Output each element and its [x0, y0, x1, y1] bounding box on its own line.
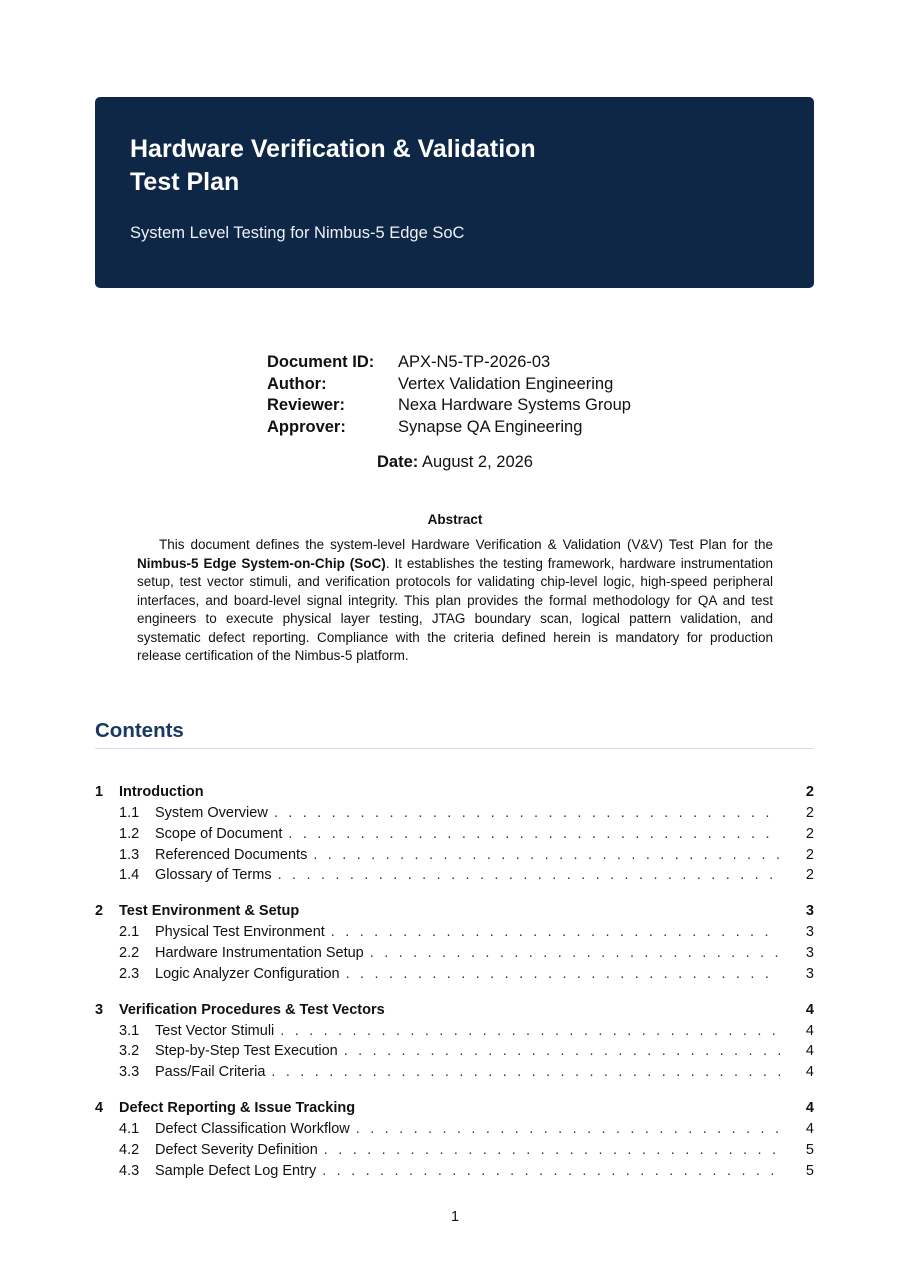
toc-entry-page: 2 [805, 825, 814, 842]
toc-entry-label: Logic Analyzer Configuration [155, 965, 340, 982]
meta-row-document-id [267, 352, 631, 374]
toc-dot-leader [346, 966, 780, 982]
toc-entry[interactable] [95, 826, 814, 847]
toc-dot-leader [322, 1163, 780, 1179]
toc-section-label: Verification Procedures & Test Vectors [119, 1001, 385, 1018]
toc-dot-leader [288, 826, 780, 842]
toc-entry[interactable] [95, 1121, 814, 1142]
toc-entry-page: 2 [805, 867, 814, 884]
toc-entry-label: Hardware Instrumentation Setup [155, 944, 364, 961]
toc-entry-label: Step-by-Step Test Execution [155, 1043, 338, 1060]
meta-value: Synapse QA Engineering [398, 417, 583, 436]
document-title-line-1: Hardware Verification & Validation [130, 135, 536, 163]
meta-key: Approver: [267, 417, 346, 436]
toc-entry[interactable] [95, 966, 814, 987]
toc-dot-leader [344, 1043, 780, 1059]
toc-section-number: 1 [95, 784, 104, 800]
toc-dot-leader [271, 1064, 780, 1080]
toc-section-number: 4 [95, 1099, 104, 1116]
table-of-contents [95, 784, 814, 1183]
toc-dot-leader [274, 805, 780, 821]
document-title-line-2: Test Plan [130, 168, 240, 196]
toc-entry-label: Defect Severity Definition [155, 1141, 318, 1158]
abstract-text [137, 536, 773, 666]
toc-entry-number: 3.3 [119, 1064, 140, 1081]
toc-section-page: 4 [805, 1001, 814, 1018]
toc-section-number: 2 [95, 903, 104, 920]
toc-entry-page: 3 [805, 965, 814, 982]
toc-entry-number: 2.3 [119, 965, 140, 982]
toc-entry-page: 2 [805, 846, 814, 863]
toc-section-page: 2 [805, 784, 814, 800]
meta-value: APX-N5-TP-2026-03 [398, 353, 551, 371]
meta-value: Vertex Validation Engineering [398, 374, 614, 393]
toc-section[interactable] [95, 784, 814, 805]
toc-entry-label: Defect Classification Workflow [155, 1120, 350, 1137]
toc-entry[interactable] [95, 1043, 814, 1064]
toc-entry-number: 4.3 [119, 1162, 140, 1179]
contents-heading: Contents [95, 719, 184, 742]
abstract-text-after: . It establishes the testing framework, hardware instrumentation setup, test vector stimuli, and verification protocols for validating chip-level logic, high-speed peripheral interfaces, and board-level signal integrity. This plan provides the formal methodology for QA and test engineers to execute physical layer testing, JTAG boundary scan, logical pattern validation, and systematic defect reporting. Compliance with the criteria defined herein is mandatory for production release certification of the Nimbus-5 platform. [137, 555, 773, 663]
toc-section[interactable] [95, 1100, 814, 1121]
toc-entry-page: 5 [805, 1141, 814, 1158]
toc-section-label: Introduction [119, 784, 204, 800]
toc-entry-number: 2.2 [119, 944, 140, 961]
toc-entry-number: 4.1 [119, 1120, 140, 1137]
toc-entry-number: 1.4 [119, 867, 140, 884]
toc-section-label: Defect Reporting & Issue Tracking [119, 1099, 356, 1116]
toc-entry-number: 3.1 [119, 1022, 140, 1039]
meta-row-reviewer [267, 395, 631, 417]
toc-entry[interactable] [95, 1023, 814, 1044]
toc-entry-page: 3 [805, 944, 814, 961]
toc-entry-label: Glossary of Terms [155, 867, 272, 884]
toc-entry-label: Sample Defect Log Entry [155, 1162, 317, 1179]
toc-entry[interactable] [95, 924, 814, 945]
toc-entry-page: 4 [805, 1022, 814, 1039]
meta-row-approver [267, 417, 631, 439]
toc-dot-leader [356, 1121, 780, 1137]
toc-entry[interactable] [95, 805, 814, 826]
toc-entry-page: 5 [805, 1162, 814, 1179]
toc-entry-label: System Overview [155, 805, 268, 821]
meta-row-author [267, 374, 631, 396]
date-value: August 2, 2026 [421, 453, 533, 471]
contents-divider [95, 748, 814, 749]
toc-entry[interactable] [95, 867, 814, 888]
toc-dot-leader [370, 945, 780, 961]
meta-key: Author: [267, 374, 327, 393]
toc-entry-number: 4.2 [119, 1141, 140, 1158]
page-number: 1 [450, 1209, 460, 1225]
toc-section-label: Test Environment & Setup [119, 903, 300, 920]
document-subtitle: System Level Testing for Nimbus-5 Edge SoC [130, 224, 465, 242]
document-metadata [267, 352, 631, 438]
toc-entry-page: 2 [805, 805, 814, 821]
toc-entry-number: 3.2 [119, 1043, 140, 1060]
toc-dot-leader [280, 1023, 780, 1039]
toc-entry-page: 4 [805, 1064, 814, 1081]
toc-section[interactable] [95, 1002, 814, 1023]
toc-section-page: 4 [805, 1099, 814, 1116]
toc-entry-number: 1.1 [119, 805, 140, 821]
abstract-title: Abstract [427, 512, 483, 527]
meta-key: Document ID: [267, 353, 375, 371]
date-label: Date: [377, 453, 419, 471]
document-title [130, 133, 779, 199]
meta-value: Nexa Hardware Systems Group [398, 396, 631, 414]
abstract-emphasis: Nimbus-5 Edge System-on-Chip (SoC) [137, 555, 386, 571]
toc-entry-number: 1.3 [119, 846, 140, 863]
toc-dot-leader [313, 847, 780, 863]
toc-entry[interactable] [95, 1064, 814, 1085]
toc-entry-number: 2.1 [119, 924, 140, 941]
toc-entry-label: Test Vector Stimuli [155, 1022, 275, 1039]
toc-dot-leader [331, 924, 780, 940]
document-date [0, 453, 910, 472]
toc-entry[interactable] [95, 945, 814, 966]
toc-entry-label: Physical Test Environment [155, 924, 325, 941]
toc-entry-label: Pass/Fail Criteria [155, 1064, 266, 1081]
toc-section-number: 3 [95, 1001, 104, 1018]
toc-entry-page: 3 [805, 924, 814, 941]
toc-entry-label: Referenced Documents [155, 846, 308, 863]
toc-dot-leader [278, 867, 780, 883]
toc-section-page: 3 [805, 903, 814, 920]
meta-key: Reviewer: [267, 396, 345, 414]
toc-entry[interactable] [95, 847, 814, 868]
toc-entry-number: 1.2 [119, 825, 140, 842]
toc-entry-label: Scope of Document [155, 825, 283, 842]
toc-dot-leader [324, 1142, 780, 1158]
abstract-text-before: This document defines the system-level Hardware Verification & Validation (V&V) Test Plan for the [159, 537, 773, 552]
toc-entry-page: 4 [805, 1120, 814, 1137]
toc-entry[interactable] [95, 1142, 814, 1163]
toc-section[interactable] [95, 903, 814, 924]
toc-entry[interactable] [95, 1163, 814, 1184]
toc-entry-page: 4 [805, 1043, 814, 1060]
title-banner [95, 97, 814, 288]
